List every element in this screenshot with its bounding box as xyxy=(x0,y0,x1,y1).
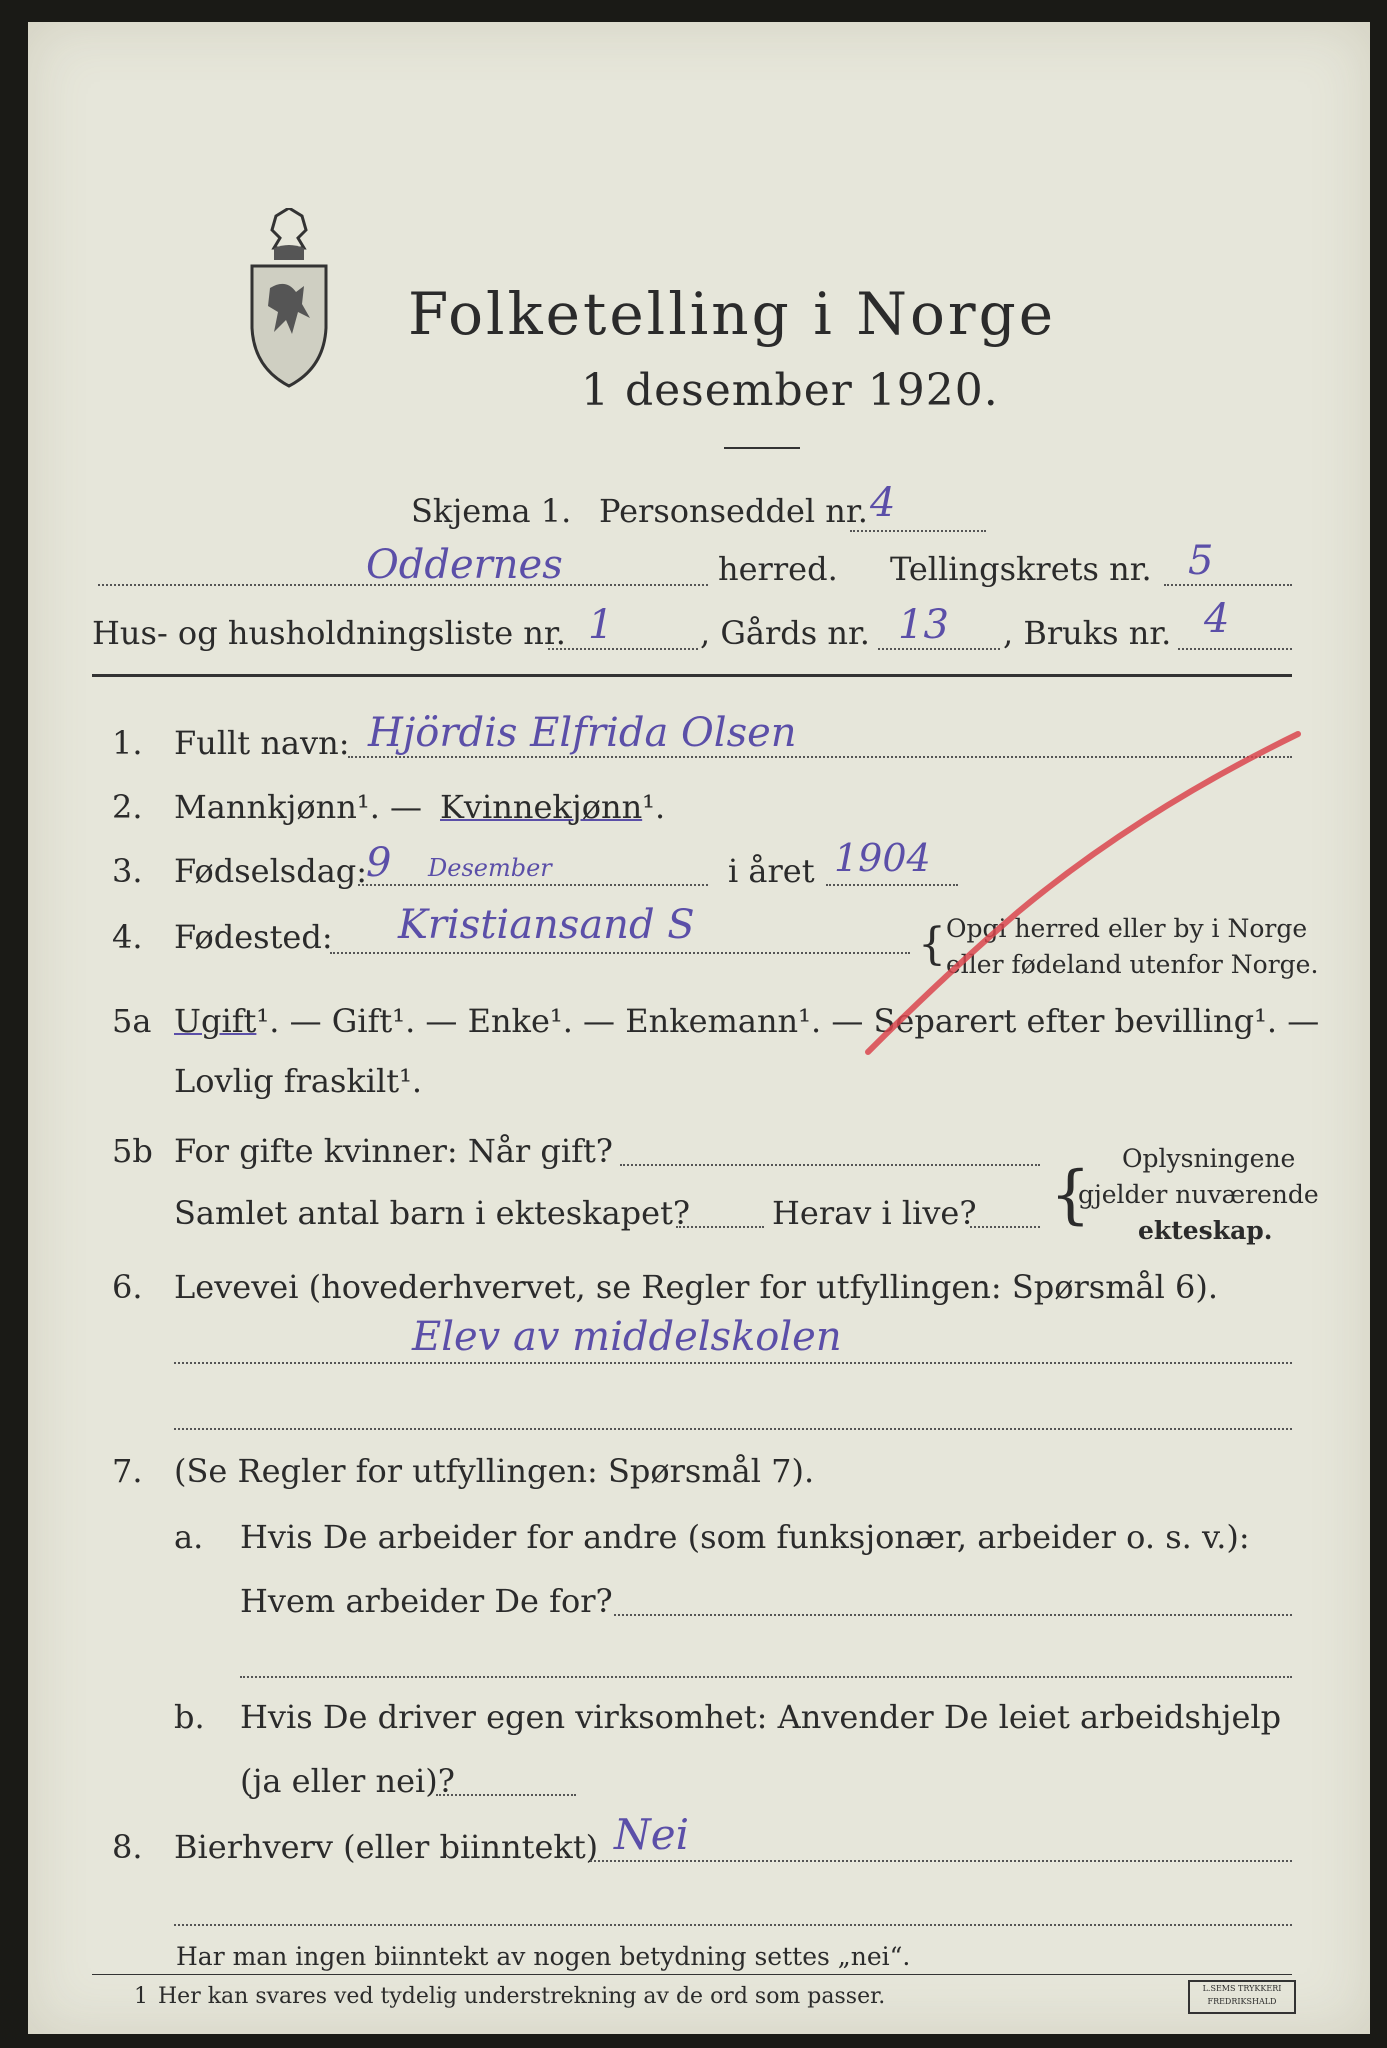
children-alive-field[interactable] xyxy=(970,1226,1040,1228)
coat-of-arms-icon xyxy=(246,208,332,388)
husliste-value[interactable]: 1 xyxy=(588,602,614,648)
census-form xyxy=(28,22,1370,2034)
birthplace-value[interactable]: Kristiansand S xyxy=(398,902,695,948)
form-date: 1 desember 1920. xyxy=(581,365,999,416)
hired-help-label: (ja eller nei)? xyxy=(240,1762,455,1800)
occupation-field-2[interactable] xyxy=(174,1428,1292,1430)
children-alive-label: Herav i live? xyxy=(772,1194,977,1232)
birthplace-note-2: eller fødeland utenfor Norge. xyxy=(946,950,1319,979)
q4-number: 4. xyxy=(112,918,143,956)
q7a-letter: a. xyxy=(174,1518,204,1556)
year-label: i året xyxy=(728,852,815,890)
q6-label: Levevei (hovederhvervet, se Regler for utfyllingen: Spørsmål 6). xyxy=(174,1268,1219,1306)
q6-number: 6. xyxy=(112,1268,143,1306)
employer-label: Hvem arbeider De for? xyxy=(240,1582,613,1620)
q5b-number: 5b xyxy=(112,1132,153,1170)
q7b-letter: b. xyxy=(174,1698,205,1736)
q7-label: (Se Regler for utfyllingen: Spørsmål 7). xyxy=(174,1452,815,1490)
q7a-question: Hvis De arbeider for andre (som funksjonær, arbeider o. s. v.): xyxy=(240,1518,1250,1556)
footnote-mark: 1 xyxy=(134,1984,148,2009)
personseddel-value[interactable]: 4 xyxy=(870,480,896,526)
tellingskrets-value[interactable]: 5 xyxy=(1188,538,1214,584)
when-married-label: For gifte kvinner: Når gift? xyxy=(174,1132,613,1170)
marital-options: ¹. — Gift¹. — Enke¹. — Enkemann¹. — Separert efter bevilling¹. — xyxy=(256,1002,1320,1040)
employer-field-2[interactable] xyxy=(240,1676,1292,1678)
birthplace-note-1: Opgi herred eller by i Norge xyxy=(946,914,1308,943)
side-income-field-2[interactable] xyxy=(174,1924,1292,1926)
side-income-note: Har man ingen biinntekt av nogen betydning settes „nei“. xyxy=(176,1942,911,1971)
footer-divider xyxy=(92,1974,1292,1975)
herred-value[interactable]: Oddernes xyxy=(366,542,563,588)
birth-month-value[interactable]: Desember xyxy=(428,854,552,882)
hired-help-field[interactable] xyxy=(436,1794,576,1796)
q5a-number: 5a xyxy=(112,1002,152,1040)
lovlig-fraskilt-option[interactable]: Lovlig fraskilt¹. xyxy=(174,1062,423,1100)
children-count-label: Samlet antal barn i ekteskapet? xyxy=(174,1194,691,1232)
female-option[interactable] xyxy=(440,788,665,826)
schema-label: Skjema 1. xyxy=(411,492,572,530)
employer-field[interactable] xyxy=(614,1614,1292,1616)
female-option-label: Kvinnekjønn xyxy=(440,788,643,826)
bruks-value[interactable]: 4 xyxy=(1204,596,1230,642)
footnote: Her kan svares ved tydelig understrekning av de ord som passer. xyxy=(158,1984,886,2009)
q7-number: 7. xyxy=(112,1452,143,1490)
bruks-label: , Bruks nr. xyxy=(1003,614,1172,652)
children-count-field[interactable] xyxy=(676,1226,764,1228)
printer-stamp: L.SEMS TRYKKERI FREDRIKSHALD xyxy=(1188,1980,1296,2014)
male-option[interactable]: Mannkjønn¹. — xyxy=(174,788,423,826)
q2-number: 2. xyxy=(112,788,143,826)
q7b-question: Hvis De driver egen virksomhet: Anvender De leiet arbeidshjelp xyxy=(240,1698,1282,1736)
personseddel-label: Personseddel nr. xyxy=(599,492,868,530)
occupation-value[interactable]: Elev av middelskolen xyxy=(412,1314,842,1360)
ugift-option[interactable]: Ugift xyxy=(174,1002,257,1040)
birth-day-value[interactable]: 9 xyxy=(366,840,392,886)
q1-label: Fullt navn: xyxy=(174,724,350,762)
gards-value[interactable]: 13 xyxy=(898,602,949,648)
note-brace-2: { xyxy=(1050,1158,1091,1232)
q3-label: Fødselsdag: xyxy=(174,852,368,890)
q8-number: 8. xyxy=(112,1828,143,1866)
q8-label: Bierhverv (eller biinntekt) xyxy=(174,1828,599,1866)
marriage-note-3: ekteskap. xyxy=(1138,1216,1273,1245)
q4-label: Fødested: xyxy=(174,918,333,956)
full-name-value[interactable]: Hjördis Elfrida Olsen xyxy=(368,710,797,756)
marriage-note-1: Oplysningene xyxy=(1122,1144,1296,1173)
header-divider xyxy=(92,674,1292,677)
marriage-note-2: gjelder nuværende xyxy=(1078,1180,1319,1209)
tellingskrets-label: Tellingskrets nr. xyxy=(890,550,1152,588)
herred-label: herred. xyxy=(718,550,838,588)
note-brace: { xyxy=(918,919,946,970)
when-married-field[interactable] xyxy=(620,1164,1040,1166)
husliste-label: Hus- og husholdningsliste nr. xyxy=(92,614,566,652)
birth-year-value[interactable]: 1904 xyxy=(834,836,931,880)
female-option-suffix: ¹. xyxy=(642,788,666,826)
title-divider xyxy=(724,447,800,449)
q3-number: 3. xyxy=(112,852,143,890)
form-title: Folketelling i Norge xyxy=(408,280,1057,348)
red-mark xyxy=(808,722,1328,1062)
q1-number: 1. xyxy=(112,724,143,762)
gards-label: , Gårds nr. xyxy=(700,614,870,652)
side-income-value[interactable]: Nei xyxy=(614,1810,690,1859)
